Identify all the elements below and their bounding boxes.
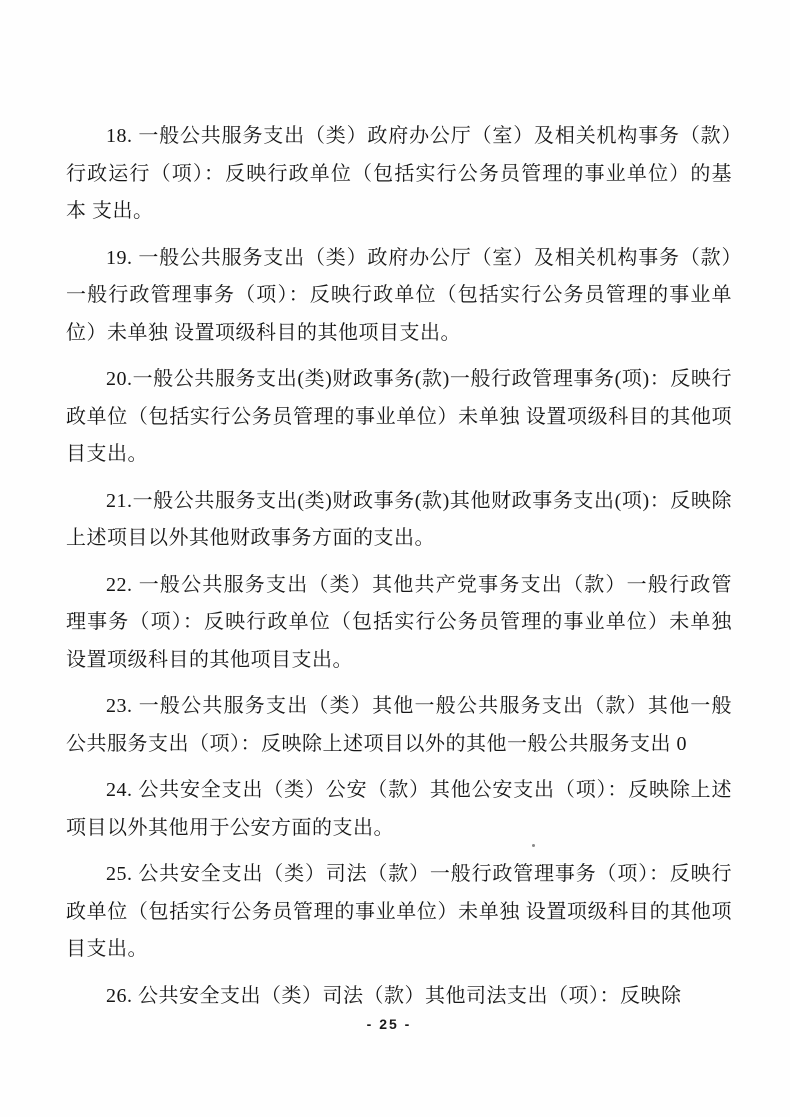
paragraph-18: 18. 一般公共服务支出（类）政府办公厅（室）及相关机构事务（款）行政运行（项）：反映行政单位（包括实行公务员管理的事业单位）的基本 支出。 [66,125,732,222]
document-content [66,118,732,1015]
paragraph-24: 24. 公共安全支出（类）公安（款）其他公安支出（项）：反映除上述项目以外其他用于公安方面的支出。 [66,779,732,839]
paragraph-21: 21.一般公共服务支出(类)财政事务(款)其他财政事务支出(项)：反映除上述项目以外其他财政事务方面的支出。 [66,489,732,549]
paragraph-26: 26. 公共安全支出（类）司法（款）其他司法支出（项）：反映除 [106,984,682,1007]
paragraph-20: 20.一般公共服务支出(类)财政事务(款)一般行政管理事务(项)：反映行政单位（包括实行公务员管理的事业单位）未单独 设置项级科目的其他项目支出。 [66,368,732,465]
paragraph-22: 22. 一般公共服务支出（类）其他共产党事务支出（款）一般行政管理事务（项）：反映行政单位（包括实行公务员管理的事业单位）未单独 设置项级科目的其他项目支出。 [66,573,732,671]
scan-speck [532,844,535,847]
paragraph-23: 23. 一般公共服务支出（类）其他一般公共服务支出（款）其他一般公共服务支出（项）：反映除上述项目以外的其他一般公共服务支出 0 [66,695,732,755]
page-number: - 25 - [366,1016,412,1032]
paragraph-25: 25. 公共安全支出（类）司法（款）一般行政管理事务（项）：反映行政单位（包括实行公务员管理的事业单位）未单独 设置项级科目的其他项目支出。 [66,863,732,960]
paragraph-19: 19. 一般公共服务支出（类）政府办公厅（室）及相关机构事务（款）一般行政管理事务（项）：反映行政单位（包括实行公务员管理的事业单位）未单独 设置项级科目的其他项目支出。 [66,246,732,344]
